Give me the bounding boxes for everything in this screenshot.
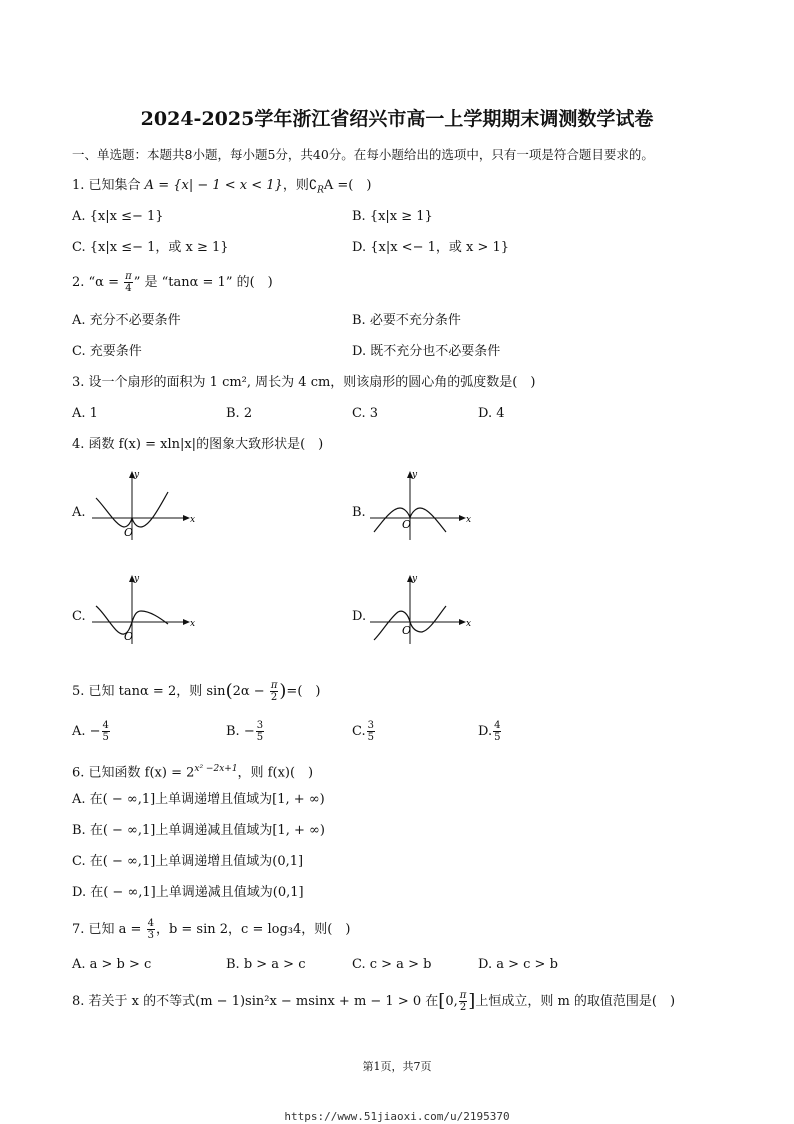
question-5-option-c: C. $\frac{3}{5}$: [352, 720, 374, 743]
svg-text:O: O: [402, 518, 412, 531]
question-1-stem: 1. 已知集合 A = {x| − 1 < x < 1}，则$∁_RA$ =( ): [72, 178, 372, 196]
svg-text:x: x: [466, 619, 472, 629]
question-6-option-c: C. 在( − ∞,1]上单调递增且值域为(0,1]: [72, 854, 304, 869]
watermark-url: https://www.51jiaoxi.com/u/2195370: [284, 1110, 510, 1123]
question-4-stem: 4. 函数 f(x) = xln|x|的图象大致形状是( ): [72, 437, 324, 452]
svg-text:O: O: [124, 526, 134, 539]
svg-text:y: y: [134, 470, 140, 480]
question-5-stem: 5. 已知 tanα = 2，则 sin(2α − $\frac{\pi}{2}$ )=( ): [72, 680, 321, 703]
section-heading: 一、单选题：本题共8小题，每小题5分，共40分。在每小题给出的选项中，只有一项是符合题目要求的。: [72, 147, 654, 162]
question-4-option-c-label: C.: [72, 609, 86, 624]
svg-text:x: x: [190, 619, 196, 629]
question-7-option-d: D. a > c > b: [478, 957, 558, 972]
svg-text:O: O: [124, 630, 134, 643]
question-6-option-b: B. 在( − ∞,1]上单调递减且值域为[1, + ∞): [72, 823, 325, 838]
svg-text:O: O: [402, 624, 412, 637]
svg-text:x: x: [190, 515, 196, 525]
question-7-option-c: C. c > a > b: [352, 957, 432, 972]
question-7-option-a: A. a > b > c: [72, 957, 152, 972]
graph-option-b: [368, 466, 478, 542]
question-5-option-a: A. − $\frac{4}{5}$: [72, 720, 109, 743]
question-6-stem: 6. 已知函数 $f(x) = 2^{x^2 -2x+1}$，则 f(x)( ): [72, 764, 314, 781]
question-2-option-c: C. 充要条件: [72, 344, 142, 359]
question-1-option-b: B. {x|x ≥ 1}: [352, 209, 433, 224]
question-1-option-d: D. {x|x <− 1，或 x > 1}: [352, 240, 510, 255]
question-4-option-a-label: A.: [72, 505, 86, 520]
page-footer: 第1页，共7页: [362, 1060, 432, 1073]
svg-text:y: y: [412, 574, 418, 584]
question-1-option-a: A. {x|x ≤− 1}: [72, 209, 164, 224]
svg-text:y: y: [412, 470, 418, 480]
question-6-option-a: A. 在( − ∞,1]上单调递增且值域为[1, + ∞): [72, 792, 325, 807]
question-6-option-d: D. 在( − ∞,1]上单调递减且值域为(0,1]: [72, 885, 304, 900]
question-7-option-b: B. b > a > c: [226, 957, 306, 972]
question-3-option-b: B. 2: [226, 406, 253, 421]
graph-option-a: [90, 466, 200, 542]
question-2-option-d: D. 既不充分也不必要条件: [352, 344, 501, 359]
question-3-stem: 3. 设一个扇形的面积为 1 cm², 周长为 4 cm，则该扇形的圆心角的弧度数是( ): [72, 375, 536, 390]
question-2-option-b: B. 必要不充分条件: [352, 313, 461, 328]
question-2-stem: 2. “α = $\frac{\pi}{4}$ ” 是 “tanα = 1” 的( ): [72, 271, 273, 294]
graph-option-d: [368, 570, 478, 646]
question-3-option-d: D. 4: [478, 406, 505, 421]
question-5-option-b: B. − $\frac{3}{5}$: [226, 720, 264, 743]
svg-text:y: y: [134, 574, 140, 584]
svg-text:x: x: [466, 515, 472, 525]
question-2-option-a: A. 充分不必要条件: [72, 313, 181, 328]
page-title: 2024-2025学年浙江省绍兴市高一上学期期末调测数学试卷: [140, 108, 654, 130]
question-4-option-d-label: D.: [352, 609, 367, 624]
question-3-option-c: C. 3: [352, 406, 379, 421]
question-7-stem: 7. 已知 a = $\frac{4}{3}$ ，b = sin 2，c = log₃4，则( ): [72, 918, 351, 941]
question-3-option-a: A. 1: [72, 406, 98, 421]
question-1-option-c: C. {x|x ≤− 1，或 x ≥ 1}: [72, 240, 229, 255]
question-5-option-d: D. $\frac{4}{5}$: [478, 720, 501, 743]
question-8-stem: 8. 若关于 x 的不等式(m − 1)sin²x − msinx + m − 1 > 0 在[0, $\frac{\pi}{2}$ ]上恒成立，则 m 的取值范围是( ): [72, 990, 676, 1013]
question-4-option-b-label: B.: [352, 505, 366, 520]
graph-option-c: [90, 570, 200, 646]
